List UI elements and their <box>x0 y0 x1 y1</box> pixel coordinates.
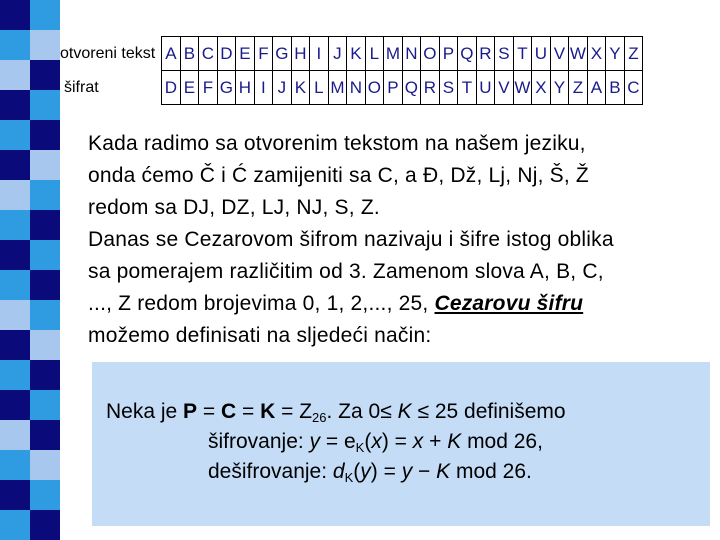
cipher-letter-cell: N <box>347 71 366 105</box>
def-text: = <box>197 400 221 423</box>
decorative-strip <box>0 0 60 540</box>
strip-tile <box>30 360 60 390</box>
strip-tile <box>0 240 30 270</box>
cipher-letter-cell: C <box>199 37 218 71</box>
cipher-letter-cell: C <box>624 71 643 105</box>
cipher-letter-cell: K <box>347 37 366 71</box>
strip-tile <box>30 450 60 480</box>
def-var-K: K <box>436 460 451 483</box>
def-text: ( <box>353 460 361 483</box>
def-text: ) = <box>370 460 402 483</box>
definition-line-3 <box>208 460 532 485</box>
cipher-letter-cell: Z <box>624 37 643 71</box>
cipher-letter-cell: U <box>532 37 551 71</box>
cipher-letter-cell: R <box>421 71 440 105</box>
cipher-letter-cell: R <box>476 37 495 71</box>
strip-tile <box>30 420 60 450</box>
cipher-letter-cell: V <box>495 71 514 105</box>
strip-tile <box>30 330 60 360</box>
def-text: = Z <box>275 400 313 423</box>
cipher-letter-cell: W <box>513 71 532 105</box>
def-text: . Za 0 <box>326 400 381 423</box>
cipher-letter-cell: M <box>384 37 403 71</box>
cipher-letter-cell: I <box>254 71 273 105</box>
def-symbol-P: P <box>183 400 198 423</box>
cipher-letter-cell: T <box>458 71 477 105</box>
cipher-letter-cell: B <box>606 71 625 105</box>
paragraph-line: redom sa DJ, DZ, LJ, NJ, S, Z. <box>88 196 380 219</box>
strip-tile <box>0 210 30 240</box>
strip-tile <box>0 270 30 300</box>
paragraph-line <box>88 288 708 320</box>
strip-tile <box>0 480 30 510</box>
cipher-letter-cell: E <box>236 37 255 71</box>
cipher-letter-cell: J <box>328 37 347 71</box>
cipher-letter-cell: F <box>199 71 218 105</box>
cipher-table <box>60 36 643 105</box>
strip-tile <box>30 480 60 510</box>
def-text: Neka je <box>106 400 184 423</box>
cipher-letter-cell: H <box>236 71 255 105</box>
cipher-letter-cell: E <box>180 71 199 105</box>
def-var-x: x <box>412 430 424 453</box>
def-symbol-le: ≤ <box>411 400 429 423</box>
definition-line-1 <box>106 400 566 425</box>
cipher-letter-cell: D <box>162 71 181 105</box>
strip-tile <box>30 150 60 180</box>
def-symbol-le: ≤ <box>380 400 392 423</box>
cipher-letter-cell: S <box>439 71 458 105</box>
cipher-letter-cell: O <box>421 37 440 71</box>
paragraph-line: možemo definisati na sljedeći način: <box>88 324 432 347</box>
strip-tile <box>30 90 60 120</box>
def-text: + <box>423 430 448 453</box>
def-text: mod 26. <box>450 460 532 483</box>
def-symbol-K: K <box>260 400 276 423</box>
strip-tile <box>0 60 30 90</box>
cipher-row-label: šifrat <box>64 78 99 96</box>
def-subscript: K <box>355 440 365 455</box>
cipher-letter-cell: O <box>365 71 384 105</box>
cipher-letter-cell: D <box>217 37 236 71</box>
cipher-letter-cell: T <box>513 37 532 71</box>
strip-tile <box>30 240 60 270</box>
strip-tile <box>0 390 30 420</box>
def-text: = <box>236 400 261 423</box>
plain-row <box>60 37 643 71</box>
def-var-y: y <box>360 460 371 483</box>
cipher-letter-cell: P <box>384 71 403 105</box>
def-var-x: x <box>371 430 382 453</box>
cipher-letter-cell: B <box>180 37 199 71</box>
cipher-letter-cell: L <box>365 37 384 71</box>
cipher-letter-cell: U <box>476 71 495 105</box>
cipher-letter-cell: A <box>162 37 181 71</box>
strip-tile <box>0 450 30 480</box>
cipher-letter-cell: V <box>550 37 569 71</box>
strip-tile <box>0 120 30 150</box>
strip-tile <box>0 150 30 180</box>
strip-tile <box>0 0 30 30</box>
strip-tile <box>30 30 60 60</box>
caesar-cipher-term: Cezarovu šifru <box>434 292 584 315</box>
body-paragraph <box>88 128 708 352</box>
cipher-letter-cell: P <box>439 37 458 71</box>
cipher-row <box>60 71 643 105</box>
cipher-letter-cell: Q <box>402 71 421 105</box>
def-text: dešifrovanje: <box>208 460 333 483</box>
cipher-letter-cell: N <box>402 37 421 71</box>
cipher-letter-cell: I <box>310 37 329 71</box>
strip-tile <box>30 120 60 150</box>
strip-tile <box>30 300 60 330</box>
paragraph-line: Kada radimo sa otvorenim tekstom na našem jeziku, <box>88 132 586 155</box>
paragraph-line: onda ćemo Č i Ć zamijeniti sa C, a Đ, Dž, Lj, Nj, Š, Ž <box>88 164 589 187</box>
def-text: ) = <box>381 430 413 453</box>
def-var-y: y <box>401 460 413 483</box>
cipher-letter-cell: X <box>532 71 551 105</box>
strip-tile <box>30 210 60 240</box>
cipher-letter-cell: J <box>273 71 292 105</box>
paragraph-line: Danas se Cezarovom šifrom nazivaju i šifre istog oblika <box>88 228 614 251</box>
strip-tile <box>0 90 30 120</box>
strip-tile <box>0 330 30 360</box>
cipher-letter-cell: K <box>291 71 310 105</box>
def-symbol-C: C <box>221 400 237 423</box>
strip-tile <box>0 420 30 450</box>
cipher-letter-cell: X <box>587 37 606 71</box>
def-text: mod 26, <box>461 430 543 453</box>
strip-tile <box>30 180 60 210</box>
definition-line-2 <box>208 430 543 455</box>
cipher-letter-cell: G <box>217 71 236 105</box>
cipher-letter-cell: A <box>587 71 606 105</box>
strip-tile <box>30 270 60 300</box>
strip-tile <box>30 0 60 30</box>
cipher-letter-cell: M <box>328 71 347 105</box>
strip-tile <box>30 60 60 90</box>
strip-tile <box>0 510 30 540</box>
cipher-letter-cell: F <box>254 37 273 71</box>
cipher-letter-cell: S <box>495 37 514 71</box>
def-text: − <box>412 460 437 483</box>
definition-box <box>92 362 710 526</box>
paragraph-line: sa pomerajem različitim od 3. Zamenom slova A, B, C, <box>88 260 604 283</box>
def-text: ( <box>364 430 372 453</box>
def-text: = e <box>320 430 356 453</box>
def-var-y: y <box>309 430 321 453</box>
cipher-letter-cell: Y <box>606 37 625 71</box>
def-subscript: 26 <box>312 410 327 425</box>
cipher-letter-cell: W <box>569 37 588 71</box>
strip-tile <box>0 300 30 330</box>
strip-tile <box>30 510 60 540</box>
strip-tile <box>0 180 30 210</box>
def-var-d: d <box>332 460 345 483</box>
cipher-letter-cell: G <box>273 37 292 71</box>
def-text: 25 definišemo <box>428 400 566 423</box>
cipher-letter-cell: Z <box>569 71 588 105</box>
cipher-letter-cell: L <box>310 71 329 105</box>
strip-tile <box>0 360 30 390</box>
def-var-K: K <box>447 430 462 453</box>
def-text: šifrovanje: <box>208 430 310 453</box>
cipher-letter-cell: Q <box>458 37 477 71</box>
cipher-letter-cell: H <box>291 37 310 71</box>
def-subscript: K <box>344 470 354 485</box>
plain-row-label: otvoreni tekst <box>60 44 156 62</box>
strip-tile <box>30 390 60 420</box>
paragraph-text: ..., Z redom brojevima 0, 1, 2,..., 25, <box>88 292 435 315</box>
def-var-K: K <box>397 400 412 423</box>
cipher-letter-cell: Y <box>550 71 569 105</box>
strip-tile <box>0 30 30 60</box>
